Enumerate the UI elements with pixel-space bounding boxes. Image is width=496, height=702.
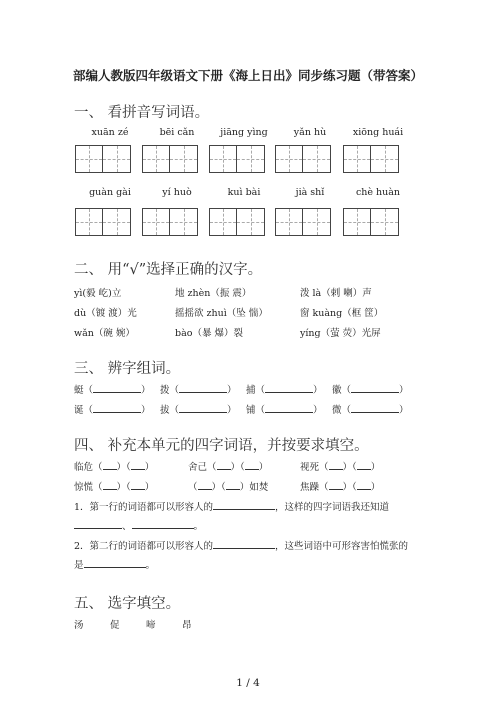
pinyin: yí huò (162, 187, 192, 198)
idiom-item: 焦躁（ ）（ ） (300, 479, 380, 493)
choice-item: 地 zhèn（振 震） (175, 288, 252, 299)
answer-blank[interactable] (179, 402, 227, 413)
writing-box[interactable] (343, 145, 399, 173)
answer-blank[interactable] (265, 382, 313, 393)
answer-blank[interactable] (103, 459, 117, 470)
page-number: 1 / 4 (236, 677, 260, 689)
question-2-line2: 是 。 (74, 557, 155, 571)
writing-box[interactable] (75, 145, 131, 173)
compose-item: 徽（ ） (332, 382, 409, 396)
pinyin: jià shǐ (295, 187, 325, 198)
compose-item: 拔（ ） (160, 402, 237, 416)
char-option: 促 (110, 620, 120, 631)
char-option: 啼 (146, 620, 156, 631)
answer-blank[interactable] (351, 402, 399, 413)
section-1-heading: 一、 看拼音写词语。 (74, 105, 210, 121)
idiom-item: （ ）（ ）如焚 (188, 479, 268, 493)
idiom-item: 惊慌（ ）（ ） (74, 479, 154, 493)
writing-box[interactable] (275, 145, 331, 173)
section-4-heading: 四、 补充本单元的四字词语，并按要求填空。 (74, 438, 369, 454)
compose-item: 拨（ ） (160, 382, 237, 396)
compose-item: 捕（ ） (246, 382, 323, 396)
char-option: 昂 (182, 620, 192, 631)
writing-box[interactable] (275, 208, 331, 236)
pinyin: guàn gài (89, 187, 131, 198)
choice-item: wǎn（碗 婉） (74, 328, 135, 339)
choice-item: dù（镀 渡）光 (74, 308, 137, 319)
pinyin: jiāng yìng (220, 127, 268, 138)
answer-blank[interactable] (213, 499, 275, 510)
answer-blank[interactable] (357, 479, 371, 490)
answer-blank[interactable] (131, 479, 145, 490)
answer-blank[interactable] (74, 518, 122, 529)
answer-blank[interactable] (93, 402, 141, 413)
answer-blank[interactable] (84, 557, 146, 568)
question-1: 1．第一行的词语都可以形容人的 ，这样的四字词语我还知道 (74, 499, 389, 513)
pinyin: xiōng huái (352, 127, 404, 138)
answer-blank[interactable] (93, 382, 141, 393)
answer-blank[interactable] (213, 538, 275, 549)
answer-blank[interactable] (103, 479, 117, 490)
answer-blank[interactable] (329, 459, 343, 470)
choice-item: yíng（萤 荧）光屏 (300, 328, 381, 339)
writing-box[interactable] (142, 145, 198, 173)
pinyin: yǎn hù (293, 127, 327, 138)
answer-blank[interactable] (245, 459, 259, 470)
compose-item: 铺（ ） (246, 402, 323, 416)
compose-item: 蜓（ ） (74, 382, 151, 396)
pinyin: chè huàn (355, 187, 401, 198)
writing-box[interactable] (142, 208, 198, 236)
choice-item: 窗 kuàng（框 筐） (300, 308, 384, 319)
answer-blank[interactable] (329, 479, 343, 490)
choice-item: 泼 là（剌 喇）声 (300, 288, 372, 299)
writing-box[interactable] (209, 208, 265, 236)
compose-item: 诞（ ） (74, 402, 151, 416)
answer-blank[interactable] (351, 382, 399, 393)
choice-item: yì(毅 屹)立 (74, 288, 122, 299)
pinyin: xuān zé (91, 127, 129, 138)
answer-blank[interactable] (357, 459, 371, 470)
page-title: 部编人教版四年级语文下册《海上日出》同步练习题（带答案） (72, 68, 423, 83)
compose-item: 微（ ） (332, 402, 409, 416)
idiom-item: 舍己（ ）（ ） (188, 459, 268, 473)
writing-box[interactable] (209, 145, 265, 173)
writing-box[interactable] (343, 208, 399, 236)
answer-blank[interactable] (217, 459, 231, 470)
answer-blank[interactable] (265, 402, 313, 413)
answer-blank[interactable] (132, 518, 194, 529)
char-option: 汤 (74, 620, 84, 631)
writing-box[interactable] (75, 208, 131, 236)
section-3-heading: 三、 辨字组词。 (74, 361, 181, 377)
answer-blank[interactable] (131, 459, 145, 470)
idiom-item: 视死（ ）（ ） (300, 459, 380, 473)
idiom-item: 临危（ ）（ ） (74, 459, 154, 473)
pinyin: kuì bài (227, 187, 261, 198)
question-1-line2: 、 。 (74, 518, 203, 532)
section-5-heading: 五、 选字填空。 (74, 596, 181, 612)
pinyin: bēi cǎn (159, 127, 195, 138)
answer-blank[interactable] (179, 382, 227, 393)
section-2-heading: 二、 用“√”选择正确的汉字。 (74, 262, 263, 278)
answer-blank[interactable] (198, 479, 212, 490)
answer-blank[interactable] (226, 479, 240, 490)
choice-item: bào（暴 爆）裂 (175, 328, 243, 339)
choice-item: 摇摇欲 zhuì（坠 惴） (175, 308, 268, 319)
question-2: 2．第二行的词语都可以形容人的 ，这些词语中可形容害怕慌张的 (74, 538, 408, 552)
